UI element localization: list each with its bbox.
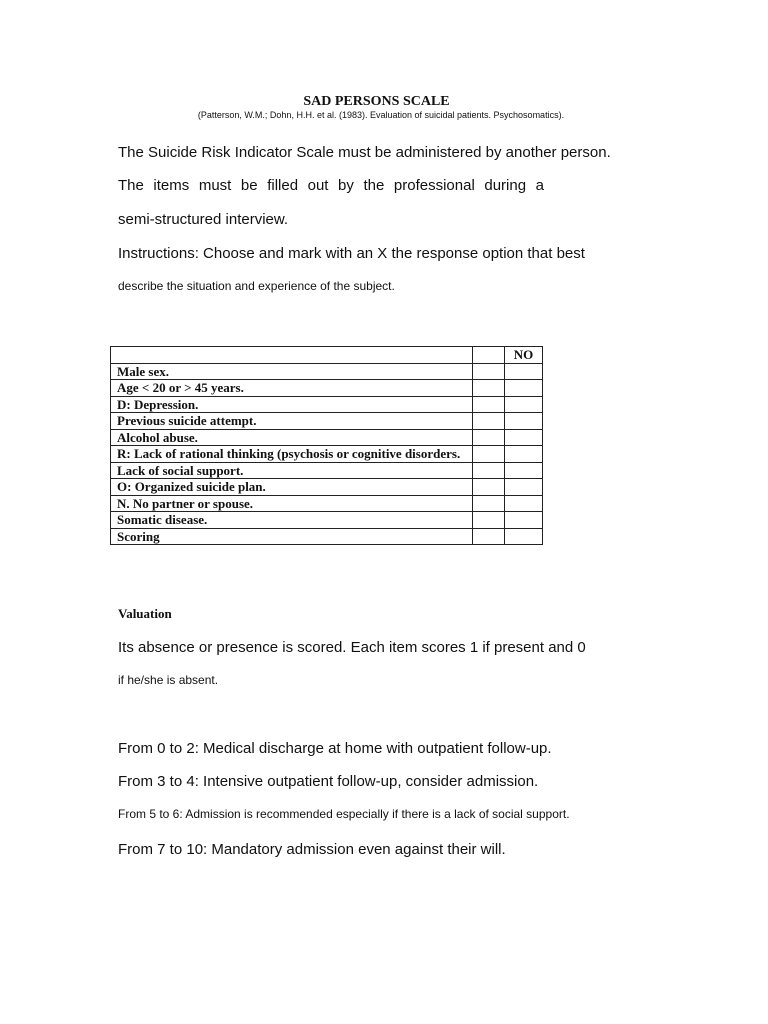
valuation-line-1: Its absence or presence is scored. Each item scores 1 if present and 0: [118, 639, 586, 656]
intro-line-4: Instructions: Choose and mark with an X the response option that best: [118, 245, 585, 262]
item-label: Lack of social support.: [111, 462, 473, 479]
citation: (Patterson, W.M.; Dohn, H.H. et al. (1983). Evaluation of suicidal patients. Psychosomatics).: [197, 110, 565, 120]
valuation-line-2: if he/she is absent.: [118, 673, 219, 687]
yes-answer-cell[interactable]: [473, 363, 505, 380]
yes-answer-cell[interactable]: [473, 495, 505, 512]
yes-answer-cell[interactable]: [473, 512, 505, 529]
item-label: Alcohol abuse.: [111, 429, 473, 446]
table-row: [111, 512, 543, 529]
no-answer-cell[interactable]: [505, 429, 543, 446]
header-no-cell: NO: [505, 347, 543, 364]
table-row: [111, 479, 543, 496]
no-answer-cell[interactable]: [505, 462, 543, 479]
yes-answer-cell[interactable]: [473, 413, 505, 430]
range-0-2: From 0 to 2: Medical discharge at home with outpatient follow-up.: [118, 740, 552, 757]
table-row: [111, 495, 543, 512]
yes-answer-cell[interactable]: [473, 396, 505, 413]
item-label: N. No partner or spouse.: [111, 495, 473, 512]
table-header-row: [111, 347, 543, 364]
range-5-6: From 5 to 6: Admission is recommended especially if there is a lack of social support.: [118, 807, 570, 821]
valuation-heading: Valuation: [118, 606, 172, 621]
range-3-4: From 3 to 4: Intensive outpatient follow-up, consider admission.: [118, 773, 539, 790]
table-row: [111, 446, 543, 463]
no-answer-cell[interactable]: [505, 396, 543, 413]
item-label: Male sex.: [111, 363, 473, 380]
intro-line-3: semi-structured interview.: [118, 211, 289, 228]
item-label: R: Lack of rational thinking (psychosis or cognitive disorders.: [111, 446, 473, 463]
yes-score-cell[interactable]: [473, 528, 505, 545]
no-answer-cell[interactable]: [505, 512, 543, 529]
no-answer-cell[interactable]: [505, 413, 543, 430]
table-row: [111, 429, 543, 446]
yes-answer-cell[interactable]: [473, 462, 505, 479]
no-answer-cell[interactable]: [505, 446, 543, 463]
table-row: [111, 413, 543, 430]
item-label: O: Organized suicide plan.: [111, 479, 473, 496]
no-answer-cell[interactable]: [505, 363, 543, 380]
intro-line-2: The items must be filled out by the professional during a: [118, 177, 544, 194]
no-score-cell[interactable]: [505, 528, 543, 545]
no-answer-cell[interactable]: [505, 479, 543, 496]
table-row: [111, 380, 543, 397]
table-row: [111, 462, 543, 479]
table-row: [111, 363, 543, 380]
item-label: Somatic disease.: [111, 512, 473, 529]
yes-answer-cell[interactable]: [473, 380, 505, 397]
table-row: [111, 396, 543, 413]
item-label: D: Depression.: [111, 396, 473, 413]
no-answer-cell[interactable]: [505, 495, 543, 512]
table-row-scoring: [111, 528, 543, 545]
header-yes-cell: [473, 347, 505, 364]
yes-answer-cell[interactable]: [473, 429, 505, 446]
document-title: SAD PERSONS SCALE: [303, 94, 450, 109]
scoring-label: Scoring: [111, 528, 473, 545]
range-7-10: From 7 to 10: Mandatory admission even against their will.: [118, 841, 506, 858]
intro-line-1: The Suicide Risk Indicator Scale must be administered by another person.: [118, 144, 611, 161]
sad-persons-table: [110, 346, 543, 545]
yes-answer-cell[interactable]: [473, 446, 505, 463]
intro-line-5: describe the situation and experience of the subject.: [118, 279, 395, 293]
yes-answer-cell[interactable]: [473, 479, 505, 496]
item-label: Previous suicide attempt.: [111, 413, 473, 430]
item-label: Age < 20 or > 45 years.: [111, 380, 473, 397]
no-answer-cell[interactable]: [505, 380, 543, 397]
header-item-cell: [111, 347, 473, 364]
